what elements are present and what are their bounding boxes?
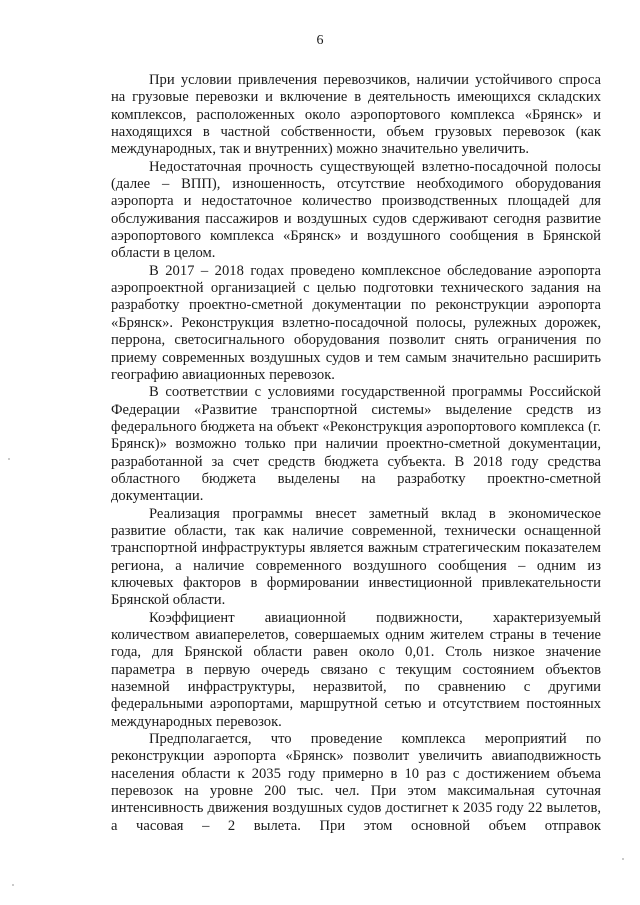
paragraph-state-program: В соответствии с условиями государственной программы Российской Федерации «Развитие транспортной системы» выделение средств из федерального бюджета на объект «Реконструкция аэропортового комплекса (г. Брянск)» возможно только при наличии проектно-сметной документации, разработанной за счет средств бюджета субъекта. В 2018 году средства областного бюджета выделены на разработку проектно-сметной документации. xyxy=(111,384,601,505)
scan-artifact-dot xyxy=(12,884,14,886)
paragraph-aviation-mobility: Коэффициент авиационной подвижности, характеризуемый количеством авиаперелетов, совершаемых одним жителем страны в течение года, для Брянской области равен около 0,01. Столь низкое значение параметра в первую очередь связано с текущим состоянием объектов наземной инфраструктуры, неразвитой, по сравнению с другими федеральными аэропортами, маршрутной сетью и отсутствием постоянных международных перевозок. xyxy=(111,609,601,730)
page-number: 6 xyxy=(316,33,324,48)
paragraph-cargo-transport: При условии привлечения перевозчиков, наличии устойчивого спроса на грузовые перевозки и включение в деятельность имеющихся складских комплексов, расположенных около аэропортового комплекса «Брянск» и находящихся в частной собственности, объем грузовых перевозок (как международных, так и внутренних) можно значительно увеличить. xyxy=(111,72,601,158)
paragraph-runway-condition: Недостаточная прочность существующей взлетно-посадочной полосы (далее – ВПП), изношенность, отсутствие необходимого оборудования аэропорта и недостаточное количество производственных площадей для обслуживания пассажиров и воздушных судов сдерживают сегодня развитие аэропортового комплекса «Брянск» и воздушного сообщения в Брянской области в целом. xyxy=(111,158,601,262)
paragraph-economic-impact: Реализация программы внесет заметный вклад в экономическое развитие области, так как наличие современной, технически оснащенной транспортной инфраструктуры является важным стратегическим показателем региона, а наличие современного воздушного сообщения – одним из ключевых факторов в формировании инвестиционной привлекательности Брянской области. xyxy=(111,505,601,609)
scan-artifact-dot xyxy=(622,858,624,860)
document-body xyxy=(111,72,601,835)
paragraph-reconstruction-forecast: Предполагается, что проведение комплекса мероприятий по реконструкции аэропорта «Брянск» позволит увеличить авиаподвижность населения области к 2035 году примерно в 10 раз с достижением объема перевозок на уровне 200 тыс. чел. При этом максимальная суточная интенсивность движения воздушных судов достигнет к 2035 году 22 вылетов, а часовая – 2 вылета. При этом основной объем отправок xyxy=(111,731,601,834)
scan-artifact-dot xyxy=(8,458,10,460)
paragraph-airport-survey: В 2017 – 2018 годах проведено комплексное обследование аэропорта аэропроектной организацией с целью подготовки технического задания на разработку проектно-сметной документации по реконструкции аэропорта «Брянск». Реконструкция взлетно-посадочной полосы, рулежных дорожек, перрона, светосигнального оборудования позволит снять ограничения по приему современных воздушных судов и тем самым значительно расширить географию авиационных перевозок. xyxy=(111,262,601,383)
